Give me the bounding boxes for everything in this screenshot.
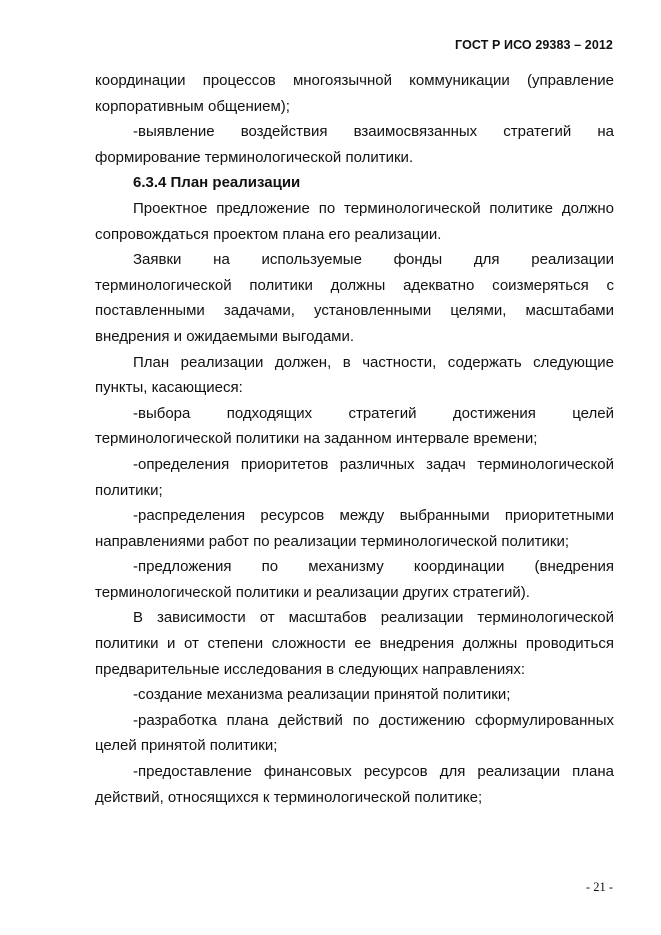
list-item: -предоставление финансовых ресурсов для реализации плана действий, относящихся к терминологической политике; <box>95 763 614 806</box>
list-item: -выбора подходящих стратегий достижения целей терминологической политики на заданном интервале времени; <box>95 404 614 448</box>
paragraph-continuation: координации процессов многоязычной коммуникации (управление корпоративным общением); <box>95 72 614 115</box>
page-body <box>95 68 614 810</box>
list-item: -разработка плана действий по достижению сформулированных целей принятой политики; <box>95 711 614 755</box>
page-number: - 21 - <box>585 880 613 894</box>
list-item: -создание механизма реализации принятой политики; <box>133 686 511 704</box>
section-heading: 6.3.4 План реализации <box>133 174 301 192</box>
list-item: -выявление воздействия взаимосвязанных стратегий на формирование терминологической политики. <box>95 123 614 166</box>
paragraph: В зависимости от масштабов реализации терминологической политики и от степени сложности ее внедрения должны проводиться предварительные исследования в следующих направлениях: <box>95 609 614 678</box>
paragraph: Проектное предложение по терминологической политике должно сопровождаться проектом плана его реализации. <box>95 199 614 243</box>
document-header: ГОСТ Р ИСО 29383 – 2012 <box>455 38 613 52</box>
list-item: -определения приоритетов различных задач терминологической политики; <box>95 455 614 499</box>
list-item: -распределения ресурсов между выбранными приоритетными направлениями работ по реализации терминологической политики; <box>95 507 614 550</box>
list-item: -предложения по механизму координации (внедрения терминологической политики и реализации других стратегий). <box>95 558 614 601</box>
paragraph: Заявки на используемые фонды для реализации терминологической политики должны адекватно соизмеряться с поставленными задачами, установленными целями, масштабами внедрения и ожидаемыми выгодами. <box>95 251 614 345</box>
paragraph: План реализации должен, в частности, содержать следующие пункты, касающиеся: <box>95 353 614 397</box>
